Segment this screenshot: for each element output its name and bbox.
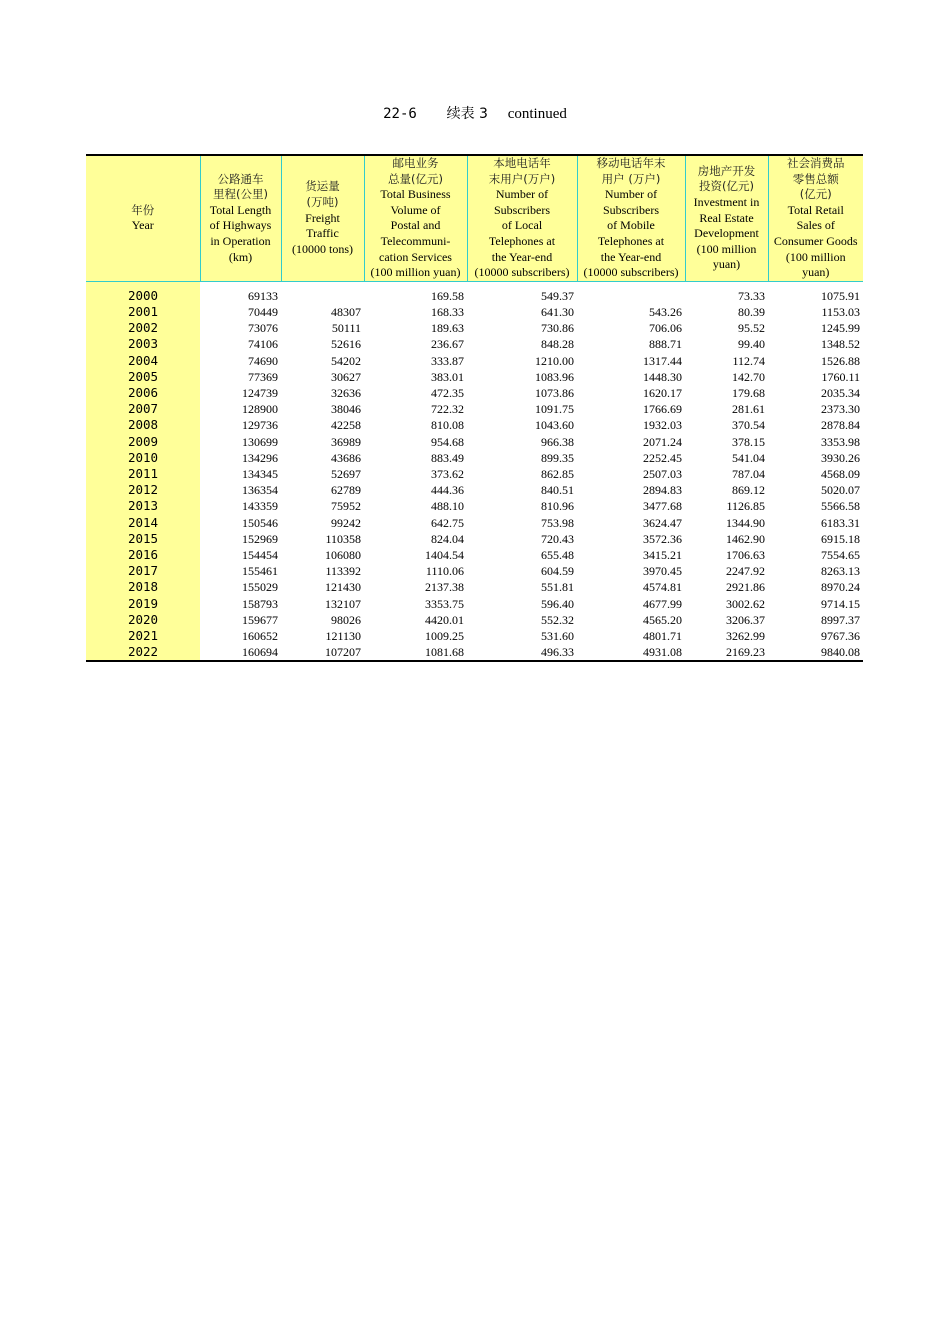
value-cell: 541.04 [732,450,765,465]
table-row [86,336,863,352]
value-cell: 1083.96 [535,369,574,384]
value-cell: 281.61 [732,402,765,417]
value-cell: 158793 [242,596,278,611]
value-cell: 1110.06 [425,564,464,579]
table-row [86,417,863,433]
value-cell: 551.81 [541,580,574,595]
value-cell: 4574.81 [643,580,682,595]
table-row [86,288,863,304]
year-cell: 2017 [86,563,200,579]
value-cell: 80.39 [738,304,765,319]
value-cell: 2878.84 [821,418,860,433]
table-row [86,628,863,644]
value-cell: 810.96 [541,499,574,514]
value-cell: 9840.08 [768,644,863,661]
header-retail-sales: 社会消费品 零售总额 (亿元) Total Retail Sales of Consumer Goods (100 million yuan) [768,155,863,281]
header-mobile-telephones: 移动电话年末 用户 (万户) Number of Subscribers of Mobile Telephones at the Year-end (10000 subscribers) [577,155,685,281]
value-cell: 753.98 [541,515,574,530]
value-cell: 706.06 [649,321,682,336]
year-cell: 2022 [86,644,200,661]
table-row [86,385,863,401]
table-row [86,644,863,661]
value-cell: 43686 [331,450,361,465]
value-cell: 1448.30 [643,369,682,384]
value-cell: 1760.11 [821,369,860,384]
value-cell: 62789 [331,483,361,498]
value-cell: 36989 [331,434,361,449]
table-row [86,369,863,385]
value-cell: 130699 [242,434,278,449]
value-cell: 3970.45 [643,564,682,579]
year-cell: 2000 [86,288,200,304]
value-cell: 124739 [242,385,278,400]
table-row [86,515,863,531]
value-cell: 160694 [200,644,281,661]
value-cell: 1075.91 [821,288,860,303]
year-cell: 2008 [86,417,200,433]
value-cell: 74690 [248,353,278,368]
table-row [86,320,863,336]
year-cell: 2016 [86,547,200,563]
year-cell: 2015 [86,531,200,547]
value-cell: 1317.44 [643,353,682,368]
value-cell: 99242 [331,515,361,530]
value-cell: 4568.09 [821,466,860,481]
value-cell: 134345 [242,466,278,481]
header-postal-volume: 邮电业务 总量(亿元) Total Business Volume of Postal and Telecommuni- cation Services (100 million yuan) [364,155,467,281]
table-row [86,401,863,417]
table-row [86,450,863,466]
value-cell: 75952 [331,499,361,514]
value-cell: 899.35 [541,450,574,465]
value-cell: 112.74 [732,353,765,368]
value-cell: 730.86 [541,321,574,336]
value-cell: 4677.99 [643,596,682,611]
value-cell: 155461 [242,564,278,579]
value-cell: 3415.21 [643,548,682,562]
value-cell: 4420.01 [425,612,464,627]
value-cell: 2247.92 [726,564,765,579]
value-cell: 4931.08 [577,644,685,661]
year-cell: 2013 [86,498,200,514]
value-cell: 1932.03 [643,418,682,433]
value-cell: 869.12 [732,483,765,498]
value-cell: 8970.24 [821,580,860,595]
value-cell: 1462.90 [726,531,765,546]
value-cell: 378.15 [732,434,765,449]
value-cell: 1073.86 [535,385,574,400]
value-cell: 720.43 [541,531,574,546]
value-cell: 2252.45 [643,450,682,465]
table-row [86,304,863,320]
value-cell: 8997.37 [821,612,860,627]
value-cell: 370.54 [732,418,765,433]
table-row [86,482,863,498]
value-cell: 50111 [331,321,361,336]
value-cell: 155029 [242,580,278,595]
value-cell: 810.08 [431,418,464,433]
value-cell: 142.70 [732,369,765,384]
value-cell: 106080 [325,548,361,562]
value-cell: 1043.60 [535,418,574,433]
value-cell: 488.10 [431,499,464,514]
value-cell: 552.32 [541,612,574,627]
year-cell: 2018 [86,579,200,595]
table-body [86,281,863,661]
year-cell: 2005 [86,369,200,385]
table-row [86,579,863,595]
value-cell: 95.52 [738,321,765,336]
value-cell: 4565.20 [643,612,682,627]
value-cell: 3353.75 [425,596,464,611]
value-cell: 531.60 [541,629,574,644]
value-cell: 1404.54 [425,548,464,562]
year-cell: 2012 [86,482,200,498]
value-cell: 722.32 [431,402,464,417]
value-cell: 132107 [325,596,361,611]
value-cell: 596.40 [541,596,574,611]
value-cell: 1620.17 [643,385,682,400]
value-cell: 1245.99 [821,321,860,336]
header-year: 年份 Year [86,155,200,281]
value-cell: 69133 [248,288,278,303]
year-cell: 2010 [86,450,200,466]
value-cell: 52697 [331,466,361,481]
value-cell: 52616 [331,337,361,352]
table-code: 22-6 [383,106,417,122]
year-cell: 2004 [86,353,200,369]
header-real-estate-investment: 房地产开发 投资(亿元) Investment in Real Estate Development (100 million yuan) [685,155,768,281]
value-cell: 136354 [242,483,278,498]
value-cell [281,288,364,304]
value-cell: 1126.85 [726,499,765,514]
value-cell: 543.26 [649,304,682,319]
value-cell: 2921.86 [726,580,765,595]
value-cell [577,288,685,304]
value-cell: 848.28 [541,337,574,352]
value-cell: 110358 [325,531,361,546]
value-cell: 3624.47 [643,515,682,530]
year-cell: 2001 [86,304,200,320]
table-row [86,563,863,579]
value-cell: 3002.62 [726,596,765,611]
value-cell: 2137.38 [425,580,464,595]
value-cell: 5566.58 [821,499,860,514]
value-cell: 121430 [325,580,361,595]
value-cell: 179.68 [732,385,765,400]
value-cell: 3206.37 [726,612,765,627]
value-cell: 373.62 [431,466,464,481]
value-cell: 1344.90 [726,515,765,530]
value-cell: 1153.03 [821,304,860,319]
value-cell: 2894.83 [643,483,682,498]
value-cell: 73076 [248,321,278,336]
value-cell: 604.59 [541,564,574,579]
table-row [86,498,863,514]
table-row [86,353,863,369]
value-cell: 383.01 [431,369,464,384]
value-cell: 32636 [331,385,361,400]
table-continued-cn: 续表 3 [446,106,488,122]
header-highway-length: 公路通车 里程(公里) Total Length of Highways in Operation (km) [200,155,281,281]
value-cell: 883.49 [431,450,464,465]
value-cell: 3353.98 [821,434,860,449]
value-cell: 641.30 [541,304,574,319]
value-cell: 496.33 [467,644,577,661]
value-cell: 888.71 [649,337,682,352]
table-row [86,596,863,612]
value-cell: 38046 [331,402,361,417]
value-cell: 1526.88 [821,353,860,368]
table-row [86,466,863,482]
value-cell: 840.51 [541,483,574,498]
value-cell: 8263.13 [821,564,860,579]
value-cell: 42258 [331,418,361,433]
year-cell: 2003 [86,336,200,352]
year-cell: 2019 [86,596,200,612]
value-cell: 2507.03 [643,466,682,481]
value-cell: 128900 [242,402,278,417]
value-cell: 30627 [331,369,361,384]
value-cell: 74106 [248,337,278,352]
value-cell: 48307 [331,304,361,319]
value-cell: 77369 [248,369,278,384]
year-cell: 2021 [86,628,200,644]
year-cell: 2007 [86,401,200,417]
statistics-table [86,154,863,662]
value-cell: 954.68 [431,434,464,449]
header-local-telephones: 本地电话年 末用户(万户) Number of Subscribers of Local Telephones at the Year-end (10000 subscribers) [467,155,577,281]
header-freight-traffic: 货运量 (万吨) Freight Traffic (10000 tons) [281,155,364,281]
value-cell: 824.04 [431,531,464,546]
value-cell: 6915.18 [821,531,860,546]
value-cell: 966.38 [541,434,574,449]
value-cell: 862.85 [541,466,574,481]
value-cell: 787.04 [732,466,765,481]
table-continued-en: continued [507,106,567,122]
value-cell: 3262.99 [726,629,765,644]
value-cell: 549.37 [541,288,574,303]
value-cell: 444.36 [431,483,464,498]
value-cell: 3572.36 [643,531,682,546]
value-cell: 1348.52 [821,337,860,352]
value-cell: 160652 [242,629,278,644]
value-cell: 150546 [242,515,278,530]
table-row [86,434,863,450]
value-cell: 73.33 [738,288,765,303]
value-cell: 1091.75 [535,402,574,417]
table-title [0,103,950,123]
value-cell: 152969 [242,531,278,546]
value-cell: 154454 [242,548,278,562]
value-cell: 99.40 [738,337,765,352]
table-row [86,531,863,547]
value-cell: 107207 [281,644,364,661]
value-cell: 113392 [325,564,361,579]
value-cell: 143359 [242,499,278,514]
value-cell: 3930.26 [821,450,860,465]
value-cell: 2071.24 [643,434,682,449]
value-cell: 159677 [242,612,278,627]
year-cell: 2006 [86,385,200,401]
value-cell: 169.58 [431,288,464,303]
table-row [86,547,863,563]
table-row [86,612,863,628]
value-cell: 1766.69 [643,402,682,417]
year-cell: 2009 [86,434,200,450]
value-cell: 4801.71 [643,629,682,644]
value-cell: 472.35 [431,385,464,400]
value-cell: 2169.23 [685,644,768,661]
value-cell: 9767.36 [821,629,860,644]
value-cell: 168.33 [431,304,464,319]
value-cell: 1706.63 [726,548,765,562]
year-cell: 2014 [86,515,200,531]
value-cell: 121130 [325,629,361,644]
value-cell: 2373.30 [821,402,860,417]
value-cell: 189.63 [431,321,464,336]
value-cell: 7554.65 [821,548,860,562]
value-cell: 642.75 [431,515,464,530]
value-cell: 1081.68 [364,644,467,661]
value-cell: 98026 [331,612,361,627]
value-cell: 333.87 [431,353,464,368]
value-cell: 1210.00 [535,353,574,368]
header-row [86,155,863,281]
value-cell: 236.67 [431,337,464,352]
value-cell: 6183.31 [821,515,860,530]
value-cell: 129736 [242,418,278,433]
value-cell: 2035.34 [821,385,860,400]
year-cell: 2002 [86,320,200,336]
value-cell: 5020.07 [821,483,860,498]
value-cell: 3477.68 [643,499,682,514]
value-cell: 9714.15 [821,596,860,611]
year-cell: 2020 [86,612,200,628]
value-cell: 134296 [242,450,278,465]
year-cell: 2011 [86,466,200,482]
value-cell: 70449 [248,304,278,319]
value-cell: 655.48 [541,548,574,562]
value-cell: 54202 [331,353,361,368]
value-cell: 1009.25 [425,629,464,644]
